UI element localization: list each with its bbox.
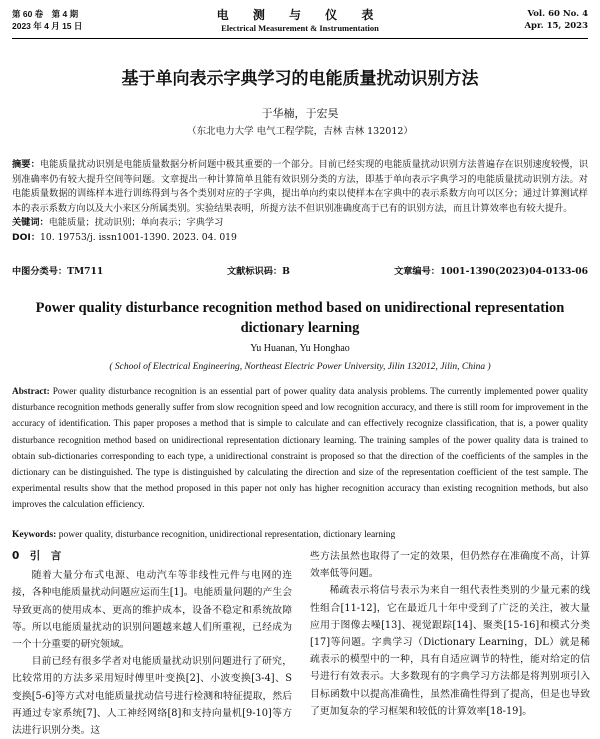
intro-paragraph-1: 随着大量分布式电源、电动汽车等非线性元件与电网的连接，各种电能质量扰动问题应运而生[1]。电能质量问题的产生会导致更高的使用成本、更高的维护成本，设备不稳定和系统故障等。所以电能质量扰动的识别问题越来越人们所重视，已经成为一个十分重要的研究领域。 <box>12 570 292 651</box>
keywords-cn <box>12 216 588 231</box>
doi-text: 10. 19753/j. issn1001-1390. 2023. 04. 019 <box>40 231 237 243</box>
volume-issue: 第 60 卷 第 4 期 <box>12 9 79 19</box>
keywords-cn-label: 关键词： <box>12 217 49 228</box>
keywords-cn-text: 电能质量；扰动识别；单向表示；字典学习 <box>48 217 224 228</box>
body-column-right <box>310 548 590 720</box>
doi <box>12 231 588 246</box>
paper-title-cn: 基于单向表示字典学习的电能质量扰动识别方法 <box>121 69 479 89</box>
running-header <box>12 8 588 38</box>
journal-name-cn: 电 测 与 仪 表 <box>216 8 384 22</box>
header-right <box>524 8 588 32</box>
header-center <box>12 8 588 34</box>
abstract-cn <box>12 158 588 216</box>
authors-en: Yu Huanan, Yu Honghao <box>250 343 350 354</box>
article-number: 文章编号：1001-1390(2023)04-0133-06 <box>394 266 588 277</box>
intro-paragraph-3: 稀疏表示将信号表示为来自一组代表性类别的少量元素的线性组合[11-12]，它在最近几十年中受到了广泛的关注，被大量应用于图像去噪[13]、视觉跟踪[14]、聚类[15-16]和模式分类[17]等问题。字典学习（Dictionary Learning，DL）就是稀疏表示的模型中的一种，具有自适应调节的特性，能对给定的信号进行有效表示。大多数现有的字典学习方法都是将判别项引入目标函数中以提高准确性，虽然准确性得到了提高，但是也导致了更加复杂的学习框架和较低的计算效率[18-19]。 <box>310 585 590 717</box>
intro-paragraph-2-continued: 些方法虽然也取得了一定的效果，但仍然存在准确度不高，计算效率低等问题。 <box>310 551 590 580</box>
header-rule <box>12 38 588 39</box>
keywords-en-label: Keywords: <box>12 530 57 540</box>
section-heading-introduction: 0 引 言 <box>12 550 62 562</box>
volume-issue-en: Vol. 60 No. 4 <box>527 9 588 19</box>
affiliation-cn: （东北电力大学 电气工程学院，吉林 吉林 132012） <box>187 126 413 137</box>
abstract-en <box>12 384 588 514</box>
clc-number: 中图分类号：TM711 <box>12 266 104 277</box>
abstract-cn-label: 摘要： <box>12 159 40 170</box>
abstract-en-label: Abstract: <box>12 387 50 397</box>
abstract-cn-block <box>12 158 588 245</box>
document-code: 文献标识码：B <box>227 266 290 277</box>
publication-date-cn: 2023 年 4 月 15 日 <box>12 21 83 31</box>
keywords-en-text: power quality, disturbance recognition, unidirectional representation, dictionary learning <box>58 530 396 540</box>
publication-date-en: Apr. 15, 2023 <box>524 21 588 31</box>
doi-label: DOI： <box>12 231 41 243</box>
abstract-cn-text: 电能质量扰动识别是电能质量数据分析问题中极其重要的一个部分。目前已经实现的电能质量扰动识别方法普遍存在识别速度较慢，识别准确率仍有较大提升空间等问题。文章提出一种计算简单且能有效识别分类的方法，即基于单向表示字典学习的电能质量扰动识别方法。对电能质量数据的训练样本进行训练得到与各个类别对应的子字典，提出单向约束以使样本在字典中的表示系数方向可以区分；通过计算测试样本的表示系数方向以及大小来区分所属类别。实验结果表明，所提方法不但识别准确度高于已有的识别方法，而且计算效率也有较大提升。 <box>12 159 589 214</box>
affiliation-en: ( School of Electrical Engineering, Northeast Electric Power University, Jilin 132012, Jilin, China ) <box>109 362 491 372</box>
authors-cn: 于华楠，于宏昊 <box>261 107 339 120</box>
classification-row <box>12 263 588 277</box>
intro-paragraph-2: 目前已经有很多学者对电能质量扰动识别问题进行了研究，比较常用的方法多采用短时傅里叶变换[2]、小波变换[3-4]、S 变换[5-6]等方式对电能质量扰动信号进行检测和特征提取，然后再通过专家系统[7]、人工神经网络[8]和支持向量机[9-10]等方法进行识别分类。这 <box>12 656 292 737</box>
body-column-left <box>12 548 292 739</box>
abstract-en-text: Power quality disturbance recognition is an essential part of power quality data analysis problems. The currently implemented power quality disturbance recognition methods generally suffer from slow recognition speed and low recognition accuracy, and there is still room for improvement in the accuracy of identification. This paper proposes a method that is simple to calculate and can effectively recognize classification, that is, a power quality disturbance recognition method based on unidirectional representation dictionary learning. The training samples of the power quality data is trained to obtain sub-dictionaries corresponding to each type, a unidirectional constraint is proposed so that the direction of the coefficients of the samples in the dictionary can be distinguished. The type is distinguished by calculating the direction and size of the representation coefficient of the test sample. The experimental results show that the method proposed in this paper not only has higher recognition accuracy than existing recognition methods, but also improves the calculation efficiency. <box>12 387 588 511</box>
keywords-en <box>12 530 588 540</box>
journal-name-en: Electrical Measurement & Instrumentation <box>221 23 379 33</box>
paper-title-en: Power quality disturbance recognition method based on unidirectional representation dictionary learning <box>35 300 565 336</box>
